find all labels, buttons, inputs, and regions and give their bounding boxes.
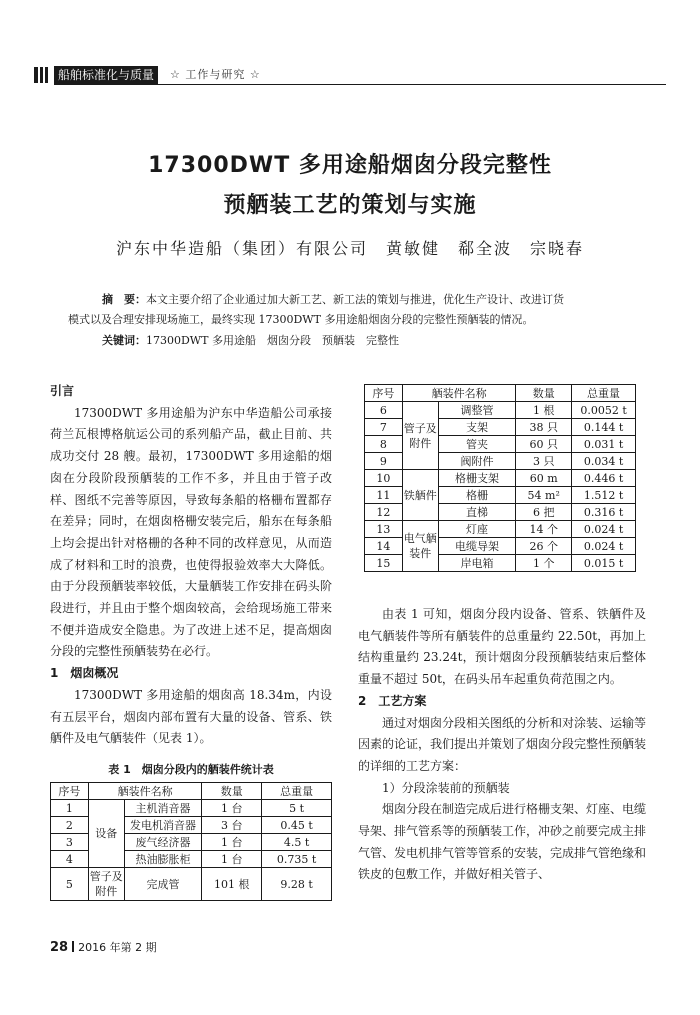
cell-no: 12 (365, 504, 403, 521)
paragraph-step-1: 1）分段涂装前的预舾装 (382, 780, 510, 795)
cell-no: 7 (365, 419, 403, 436)
t2-header-weight: 总重量 (572, 385, 636, 402)
t1-header-weight: 总重量 (262, 783, 332, 800)
cell-no: 9 (365, 453, 403, 470)
title-line-2: 预舾装工艺的策划与实施 (223, 193, 477, 218)
cell-name: 完成管 (124, 868, 202, 901)
group-cell: 管子及附件 (88, 868, 124, 901)
cell-qty: 60 只 (516, 436, 572, 453)
cell-qty: 1 台 (202, 834, 262, 851)
cell-qty: 1 台 (202, 800, 262, 817)
cell-name: 主机消音器 (124, 800, 202, 817)
cell-name: 灯座 (438, 521, 516, 538)
cell-no: 6 (365, 402, 403, 419)
t1-header-name: 舾装件名称 (88, 783, 202, 800)
group-cell: 设备 (88, 800, 124, 868)
cell-name: 发电机消音器 (124, 817, 202, 834)
cell-no: 15 (365, 555, 403, 572)
cell-qty: 6 把 (516, 504, 572, 521)
header-rule (54, 84, 666, 85)
keywords (102, 332, 399, 348)
cell-weight: 0.735 t (262, 851, 332, 868)
group-cell: 电气舾装件 (402, 521, 438, 572)
cell-weight: 0.316 t (572, 504, 636, 521)
cell-name: 热油膨胀柜 (124, 851, 202, 868)
cell-no: 13 (365, 521, 403, 538)
cell-qty: 38 只 (516, 419, 572, 436)
cell-no: 2 (51, 817, 89, 834)
authors: 沪东中华造船（集团）有限公司 黄敏健 郗全波 宗晓春 (115, 239, 584, 258)
table-1-caption: 表 1 烟囱分段内的舾装件统计表 (108, 763, 274, 776)
table-row (365, 521, 636, 538)
paragraph-weights: 由表 1 可知，烟囱分段内设备、管系、铁舾件及电气舾装件等所有舾装件的总重量约 22.50t，再加上结构重量约 23.24t，预计烟囱分段预舾装结束后整体重量不超过 50t，在码头吊车起重负荷范围之内。 (358, 607, 646, 687)
cell-qty: 1 根 (516, 402, 572, 419)
cell-no: 1 (51, 800, 89, 817)
cell-qty: 3 只 (516, 453, 572, 470)
table-row (365, 470, 636, 487)
t2-header-no: 序号 (365, 385, 403, 402)
paragraph-step-1-detail: 烟囱分段在制造完成后进行格栅支架、灯座、电缆导架、排气管系等的预舾装工作，冲砂之前要完成主排气管、发电机排气管等管系的安装，完成排气管绝缘和铁皮的包敷工作，并做好相关管子、 (358, 802, 647, 882)
cell-no: 11 (365, 487, 403, 504)
cell-weight: 0.446 t (572, 470, 636, 487)
cell-weight: 0.015 t (572, 555, 636, 572)
cell-qty: 54 m² (516, 487, 572, 504)
page-footer (50, 939, 157, 955)
heading-section-2: 2 工艺方案 (358, 693, 427, 708)
cell-name: 调整管 (438, 402, 516, 419)
keywords-text: 17300DWT 多用途船 烟囱分段 预舾装 完整性 (146, 334, 399, 347)
table-1 (50, 782, 332, 901)
cell-weight: 0.024 t (572, 538, 636, 555)
cell-qty: 14 个 (516, 521, 572, 538)
abstract-label: 摘 要： (102, 293, 146, 306)
paragraph-plan: 通过对烟囱分段相关图纸的分析和对涂装、运输等因素的论证，我们提出并策划了烟囱分段完整性预舾装的详细的工艺方案： (358, 715, 647, 773)
cell-qty: 1 个 (516, 555, 572, 572)
cell-name: 阀附件 (438, 453, 516, 470)
t1-header-qty: 数量 (202, 783, 262, 800)
keywords-label: 关键词： (102, 334, 146, 347)
cell-qty: 60 m (516, 470, 572, 487)
cell-no: 5 (51, 868, 89, 901)
cell-weight: 5 t (262, 800, 332, 817)
journal-name: 船舶标准化与质量 (54, 66, 158, 84)
table-row (51, 800, 332, 817)
t2-header-name: 舾装件名称 (402, 385, 515, 402)
abstract-line-1: 本文主要介绍了企业通过加大新工艺、新工法的策划与推进，优化生产设计、改进订货 (146, 293, 564, 306)
t2-header-qty: 数量 (516, 385, 572, 402)
cell-name: 管夹 (438, 436, 516, 453)
paragraph-intro: 17300DWT 多用途船为沪东中华造船公司承接荷兰瓦根博格航运公司的系列船产品，截止目前、共成功交付 28 艘。最初，17300DWT 多用途船的烟囱在分段阶段预舾装的工作不多，并且由于管子改样、图纸不完善等原因，导致每条船的格栅布置都存在差异；同时，在烟囱格栅安装完后，船东在每条船上均会提出针对格栅的各种不同的改样意见，从而造成了材料和工时的浪费，也使得报验效率大大降低。由于分段预舾装率较低，大量舾装工作安排在码头阶段进行，并且由于整个烟囱较高，会给现场施工带来不便并造成安全隐患。为了改进上述不足，提高烟囱分段的完整性预舾装势在必行。 (50, 405, 332, 659)
heading-intro: 引言 (50, 384, 75, 398)
heading-section-1: 1 烟囱概况 (50, 666, 119, 681)
cell-weight: 0.024 t (572, 521, 636, 538)
title-line-1: 17300DWT 多用途船烟囱分段完整性 (148, 153, 552, 178)
cell-qty: 26 个 (516, 538, 572, 555)
cell-no: 8 (365, 436, 403, 453)
cell-no: 14 (365, 538, 403, 555)
cell-weight: 9.28 t (262, 868, 332, 901)
abstract-line-2: 模式以及合理安排现场施工，最终实现 17300DWT 多用途船烟囱分段的完整性预舾装的情况。 (68, 313, 534, 326)
issue-label: 2016 年第 2 期 (78, 941, 157, 954)
cell-qty: 3 台 (202, 817, 262, 834)
abstract (68, 290, 636, 330)
cell-no: 10 (365, 470, 403, 487)
cell-name: 废气经济器 (124, 834, 202, 851)
cell-weight: 0.45 t (262, 817, 332, 834)
cell-weight: 0.034 t (572, 453, 636, 470)
cell-name: 岸电箱 (438, 555, 516, 572)
cell-name: 直梯 (438, 504, 516, 521)
t1-header-no: 序号 (51, 783, 89, 800)
cell-name: 电缆导架 (438, 538, 516, 555)
cell-no: 4 (51, 851, 89, 868)
cell-name: 格栅 (438, 487, 516, 504)
table-row (365, 402, 636, 419)
cell-qty: 1 台 (202, 851, 262, 868)
cell-no: 3 (51, 834, 89, 851)
cell-name: 格栅支架 (438, 470, 516, 487)
page-number: 28 (50, 940, 69, 955)
group-cell: 铁舾件 (402, 470, 438, 521)
table-row (51, 868, 332, 901)
left-column (50, 381, 332, 750)
cell-weight: 0.0052 t (572, 402, 636, 419)
section-label: ☆ 工作与研究 ☆ (170, 68, 261, 81)
table-1-continued (364, 384, 636, 572)
group-cell: 管子及附件 (402, 402, 438, 470)
header-bars-icon (34, 67, 48, 83)
paragraph-overview: 17300DWT 多用途船的烟囱高 18.34m，内设有五层平台，烟囱内部布置有大量的设备、管系、铁舾件及电气舾装件（见表 1）。 (50, 687, 332, 746)
cell-weight: 4.5 t (262, 834, 332, 851)
right-column (358, 604, 646, 886)
cell-name: 支架 (438, 419, 516, 436)
cell-weight: 1.512 t (572, 487, 636, 504)
footer-divider (72, 941, 74, 952)
running-header (34, 64, 666, 86)
cell-qty: 101 根 (202, 868, 262, 901)
cell-weight: 0.031 t (572, 436, 636, 453)
cell-weight: 0.144 t (572, 419, 636, 436)
